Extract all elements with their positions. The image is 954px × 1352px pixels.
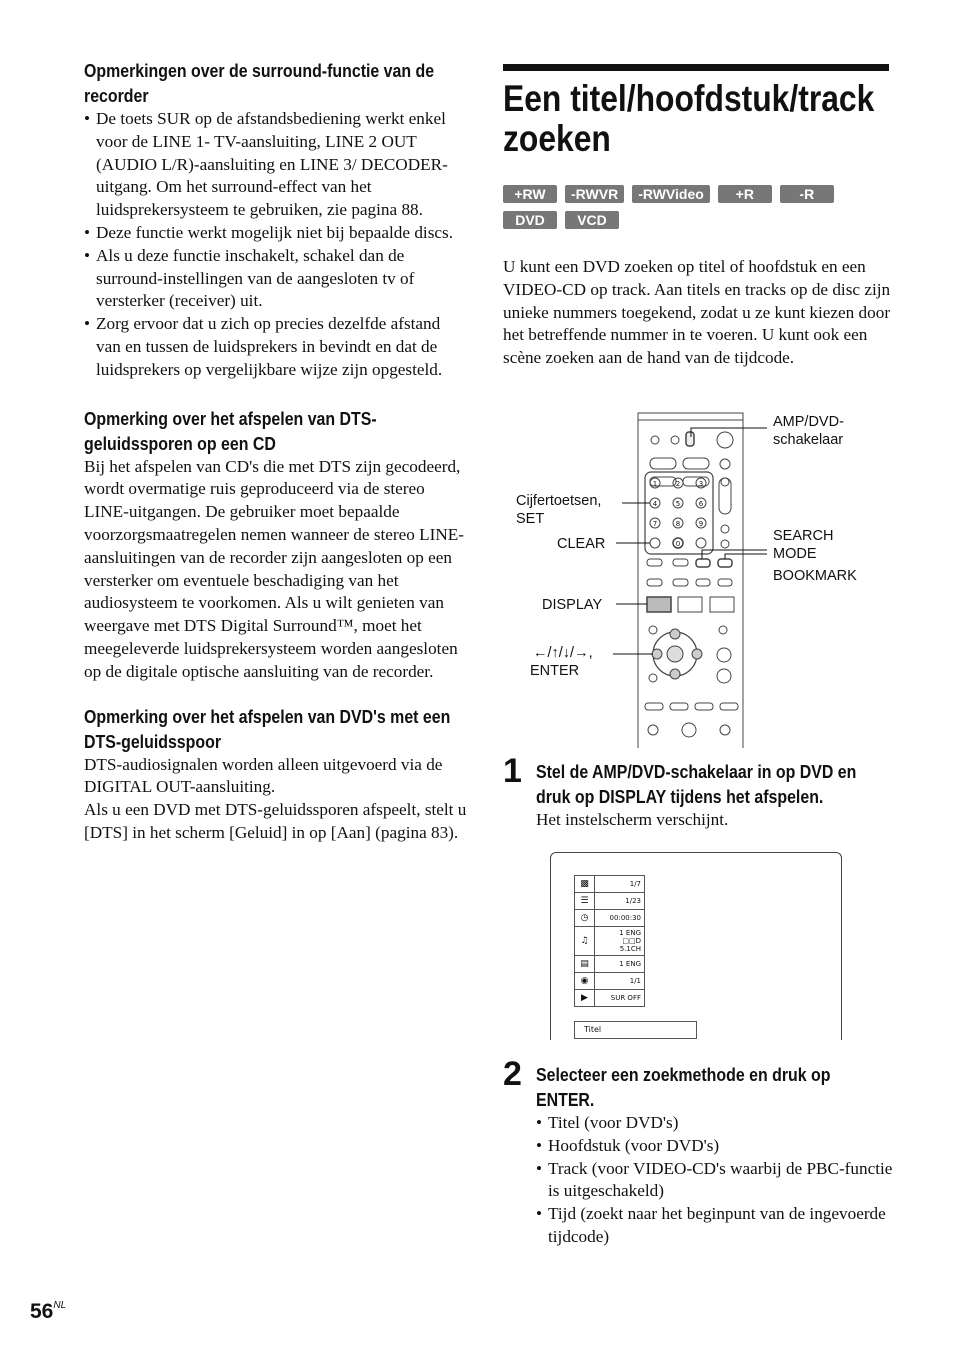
svg-text:8: 8 bbox=[675, 520, 681, 528]
label-amp-dvd-switch: AMP/DVD-schakelaar bbox=[773, 414, 844, 448]
title-icon: ▩ bbox=[575, 876, 595, 892]
menu-row-surround[interactable]: ▶ SUR OFF bbox=[575, 990, 644, 1006]
dts-dvd-text-2: Als u een DVD met DTS-geluidssporen afspeelt, stelt u [DTS] in het scherm [Geluid] in op [Aan] (pagina 83). bbox=[84, 800, 467, 842]
language-code: NL bbox=[53, 1300, 67, 1311]
svg-text:0: 0 bbox=[675, 540, 681, 548]
menu-row-chapter[interactable]: ☰ 1/23 bbox=[575, 893, 644, 910]
clock-icon: ◷ bbox=[575, 910, 595, 926]
step-number: 2 bbox=[503, 1055, 522, 1093]
list-item: • Titel (voor DVD's) bbox=[536, 1112, 893, 1135]
camera-icon: ◉ bbox=[575, 973, 595, 989]
label-arrows: ←/↑/↓/→, bbox=[533, 645, 593, 661]
subtitle-icon: ▤ bbox=[575, 956, 595, 972]
status-box: Titel bbox=[574, 1021, 697, 1039]
page-number: $56^{NL}$ bbox=[30, 1300, 67, 1323]
surround-notes-heading: Opmerkingen over de surround-functie van de recorder bbox=[84, 60, 435, 106]
label-digit-keys-set: Cijfertoetsen, SET bbox=[516, 493, 602, 527]
step-1 bbox=[503, 754, 893, 832]
menu-row-angle[interactable]: ◉ 1/1 bbox=[575, 973, 644, 990]
label-search-mode: SEARCH MODE bbox=[773, 528, 834, 562]
label-bookmark: BOOKMARK bbox=[773, 568, 857, 584]
label-clear: CLEAR bbox=[557, 536, 606, 552]
chapter-icon: ☰ bbox=[575, 893, 595, 909]
dts-cd-heading: Opmerking over het afspelen van DTS-geluidssporen op een CD bbox=[84, 407, 377, 454]
setup-screen bbox=[550, 852, 842, 1040]
svg-text:5: 5 bbox=[675, 500, 681, 508]
surround-notes-section bbox=[84, 58, 468, 382]
badge-minus-r: -R bbox=[780, 185, 834, 203]
list-item: • De toets SUR op de afstandsbediening werkt enkel voor de LINE 1- TV-aansluiting, LINE 2 OUT (AUDIO L/R)-aansluiting en LINE 3/ DECODER-uitgang. Om het surround-effect van het luidsprekersysteem te gebruiken, zie pagina 88. bbox=[84, 108, 468, 222]
list-item: • Als u deze functie inschakelt, schakel dan de surround-instellingen van de aangesloten tv of versterker (receiver) uit. bbox=[84, 245, 468, 313]
menu-row-title[interactable]: ▩ 1/7 bbox=[575, 876, 644, 893]
dts-dvd-section bbox=[84, 704, 468, 845]
step-2 bbox=[503, 1057, 893, 1249]
step-title: Stel de AMP/DVD-schakelaar in op DVD en druk op DISPLAY tijdens het afspelen. bbox=[536, 761, 857, 807]
dts-cd-text: Bij het afspelen van CD's die met DTS zijn gecodeerd, wordt overmatige ruis geproduceerd via de stereo LINE-uitgangen. De gebruiker moet bepaalde voorzorgsmaatregelen nemen wanneer de stereo LINE-aansluitingen van de recorder zijn aangesloten op een versterker om eventuele beschadiging van het audiosysteem te voorkomen. Als u wilt genieten van weergave met DTS Digital Surround™, moet het meegeleverde luidsprekersysteem worden aangesloten op de digitale optische aansluiting van de recorder. bbox=[84, 456, 465, 681]
right-column bbox=[503, 64, 891, 370]
badge-dvd: DVD bbox=[503, 211, 557, 229]
remote-illustration bbox=[503, 408, 893, 748]
dts-cd-section bbox=[84, 406, 468, 684]
search-method-list bbox=[536, 1112, 893, 1249]
speaker-icon: ▶ bbox=[575, 990, 595, 1006]
svg-text:1: 1 bbox=[652, 480, 658, 488]
list-item: • Tijd (zoekt naar het beginpunt van de ingevoerde tijdcode) bbox=[536, 1203, 893, 1249]
list-item: • Hoofdstuk (voor DVD's) bbox=[536, 1135, 893, 1158]
badge-minus-rw-vr: -RWVR bbox=[565, 185, 624, 203]
dts-dvd-text-1: DTS-audiosignalen worden alleen uitgevoerd via de DIGITAL OUT-aansluiting. bbox=[84, 754, 443, 797]
svg-text:9: 9 bbox=[698, 520, 704, 528]
step-subtext: Het instelscherm verschijnt. bbox=[536, 810, 729, 829]
surround-notes-list bbox=[84, 108, 468, 382]
badge-vcd: VCD bbox=[565, 211, 619, 229]
step-title: Selecteer een zoekmethode en druk op ENTER. bbox=[536, 1064, 831, 1110]
list-item: • Track (voor VIDEO-CD's waarbij de PBC-functie is uitgeschakeld) bbox=[536, 1158, 893, 1204]
svg-text:2: 2 bbox=[675, 480, 681, 488]
svg-text:7: 7 bbox=[652, 520, 658, 528]
audio-icon: ♫ bbox=[575, 927, 595, 955]
badge-minus-rw-video: -RWVideo bbox=[632, 185, 710, 203]
label-display: DISPLAY bbox=[542, 597, 603, 613]
menu-row-subtitle[interactable]: ▤ 1 ENG bbox=[575, 956, 644, 973]
badge-plus-rw: +RW bbox=[503, 185, 557, 203]
control-menu bbox=[574, 875, 645, 1007]
disc-badges bbox=[503, 185, 883, 229]
list-item: • Deze functie werkt mogelijk niet bij bepaalde discs. bbox=[84, 222, 468, 245]
dts-dvd-heading: Opmerking over het afspelen van DVD's met een DTS-geluidsspoor bbox=[84, 705, 451, 752]
svg-text:4: 4 bbox=[652, 500, 658, 508]
left-column bbox=[84, 58, 468, 863]
intro-text: U kunt een DVD zoeken op titel of hoofdstuk en een VIDEO-CD op track. Aan titels en tracks op de disc zijn unieke nummers toegekend, zodat u ze kunt kiezen door het betreffende nummer in te voeren. U kunt ook een scène zoeken aan de hand van de tijdcode. bbox=[503, 257, 891, 368]
menu-row-audio[interactable]: ♫ 1 ENG □□D 5.1CH bbox=[575, 927, 644, 956]
title-rule bbox=[503, 64, 889, 71]
svg-text:3: 3 bbox=[698, 480, 704, 488]
label-enter: ENTER bbox=[530, 663, 580, 679]
step-number: 1 bbox=[503, 752, 522, 790]
dolby-icon: □□D bbox=[622, 937, 641, 945]
list-item: • Zorg ervoor dat u zich op precies dezelfde afstand van en tussen de luidsprekers in bevindt en dat de luidsprekers op vergelijkbare wijze zijn opgesteld. bbox=[84, 313, 468, 381]
svg-text:6: 6 bbox=[698, 500, 704, 508]
page-title: Een titel/hoofdstuk/track zoeken bbox=[503, 78, 875, 159]
menu-row-time[interactable]: ◷ 00:00:30 bbox=[575, 910, 644, 927]
badge-plus-r: +R bbox=[718, 185, 772, 203]
